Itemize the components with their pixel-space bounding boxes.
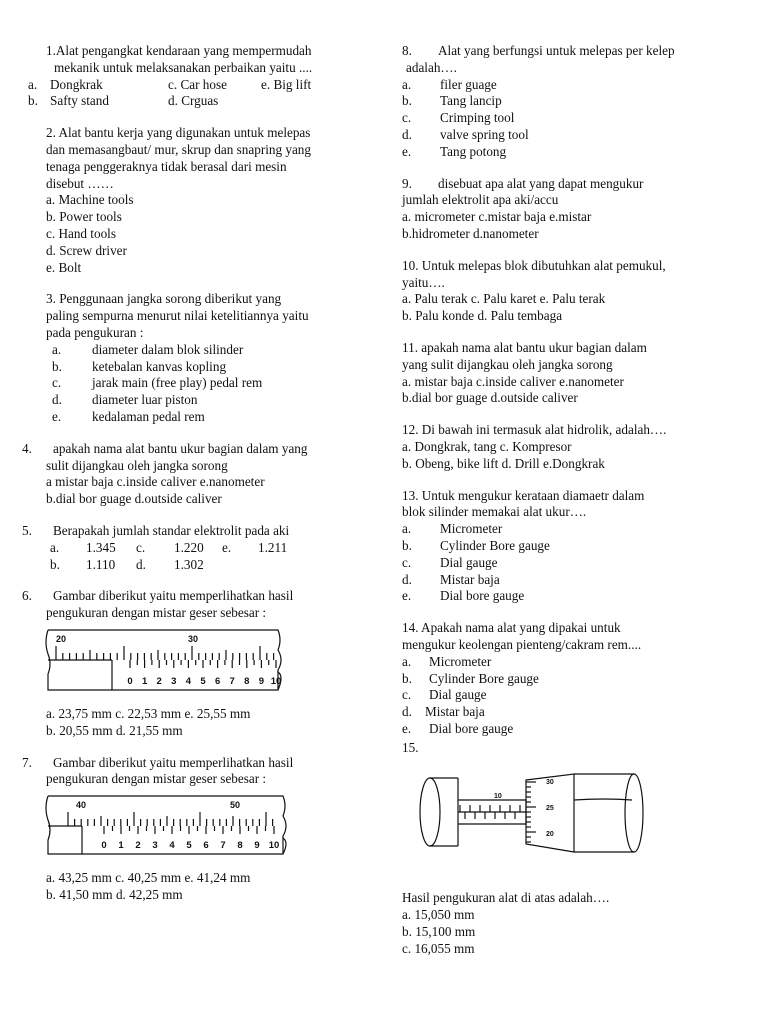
question-text: mengukur keolengan pienteng/cakram rem.... (402, 636, 642, 652)
options-row: a. Palu terak c. Palu karet e. Palu terak (402, 291, 606, 307)
option: c. Dial gauge (402, 687, 487, 703)
question-2 (28, 125, 373, 276)
question-text: 4. apakah nama alat bantu ukur bagian dalam yang (22, 440, 308, 456)
question-number: 9. (402, 175, 412, 191)
main-scale-label: 30 (188, 633, 199, 644)
option-text: c. Car hose (168, 76, 227, 92)
question-1 (28, 43, 373, 110)
vernier-label: 9 (258, 675, 265, 687)
options-row: b.hidrometer d.nanometer (402, 225, 539, 241)
question-text: 7. Gambar diberikut yaitu memperlihatkan hasil (22, 754, 294, 770)
main-scale-label: 20 (56, 633, 67, 644)
vernier-label: 1 (141, 675, 148, 687)
option: d. valve spring tool (402, 126, 529, 142)
question-5 (22, 523, 373, 573)
options-row: a. micrometer c.mistar baja e.mistar (402, 209, 592, 225)
main-scale-lower (48, 674, 112, 690)
question-text: pada pengukuran : (46, 324, 144, 340)
vernier-label: 9 (254, 840, 260, 852)
option-key: a. (28, 76, 38, 92)
left-column (22, 43, 373, 919)
sleeve-label: 10 (494, 793, 502, 801)
option: e. Dial bore gauge (402, 720, 514, 736)
question-text: 1.Alat pengangkat kendaraan yang mempermudah (46, 43, 312, 58)
question-3 (28, 291, 373, 425)
option: c. Crimping tool (402, 110, 515, 126)
question-number: 6. (22, 588, 32, 604)
vernier-label: 4 (185, 675, 192, 687)
question-text: yaitu…. (402, 274, 445, 290)
question-12 (402, 422, 752, 472)
option: a. diameter dalam blok silinder (52, 341, 244, 357)
question-14 (402, 620, 752, 738)
main-scale-left-edge (46, 796, 50, 840)
option: a. filer guage (402, 76, 497, 92)
vernier-label: 6 (203, 840, 209, 852)
question-10 (402, 258, 752, 325)
main-scale-label: 50 (230, 800, 241, 811)
options-row: a. 1.345 c. 1.220 e. 1.211 (50, 539, 288, 555)
option: c. Dial gauge (402, 554, 498, 570)
question-number: 4. (22, 440, 32, 456)
options-row (28, 93, 373, 110)
ratchet-end (625, 774, 643, 852)
option: a. Machine tools (46, 192, 134, 208)
option: b. Power tools (46, 209, 122, 225)
option: c. jarak main (free play) pedal rem (52, 375, 263, 391)
option: d. diameter luar piston (52, 392, 198, 408)
right-column (402, 43, 752, 973)
options-row: b. 1.110 d. 1.302 (50, 556, 204, 572)
question-text: 3. Penggunaan jangka sorong diberikut yang (46, 291, 282, 307)
option-text: e. Big lift (261, 76, 312, 92)
options-row: b. Obeng, bike lift d. Drill e.Dongkrak (402, 455, 605, 471)
question-11 (402, 340, 752, 407)
vernier-label: 8 (244, 675, 250, 687)
vernier-label: 10 (268, 840, 280, 852)
option: c. 16,055 mm (402, 940, 475, 956)
option: d. Mistar baja (402, 571, 500, 587)
vernier-label: 8 (237, 840, 243, 852)
option: d. Mistar baja (402, 704, 485, 720)
question-text: 8. Alat yang berfungsi untuk melepas per kelep (402, 43, 675, 58)
vernier-label: 10 (270, 675, 282, 687)
vernier-label: 7 (229, 675, 235, 687)
question-text: pengukuran dengan mistar geser sebesar : (46, 771, 267, 787)
vernier-label: 5 (186, 840, 192, 852)
question-text: dan memasangbaut/ mur, skrup dan snapring yang (46, 141, 311, 157)
question-text: sulit dijangkau oleh jangka sorong (46, 457, 228, 473)
question-text: 6. Gambar diberikut yaitu memperlihatkan hasil (22, 588, 294, 604)
option: a. 15,050 mm (402, 907, 475, 923)
question-15 (402, 740, 752, 958)
vernier-label: 5 (200, 675, 206, 687)
question-number: 8. (402, 43, 412, 58)
options-row: a mistar baja c.inside caliver e.nanometer (46, 474, 265, 490)
question-7 (22, 755, 373, 904)
option: e. kedalaman pedal rem (52, 408, 205, 424)
question-text: paling sempurna menurut nilai ketelitiannya yaitu (46, 308, 309, 324)
main-scale-right-edge (48, 630, 281, 672)
question-text: 2. Alat bantu kerja yang digunakan untuk melepas (46, 125, 311, 141)
vernier-label: 4 (169, 840, 175, 852)
vernier-label: 3 (152, 840, 158, 852)
vernier-label: 7 (220, 840, 226, 852)
option-key: b. (28, 93, 38, 109)
options-row: b. 20,55 mm d. 21,55 mm (46, 722, 183, 738)
vernier-label: 0 (101, 840, 107, 852)
vernier-label: 2 (135, 840, 141, 852)
anvil-end (420, 778, 440, 846)
question-text: pengukuran dengan mistar geser sebesar : (46, 605, 267, 621)
option: b. Cylinder Bore gauge (402, 670, 539, 686)
question-text: tenaga penggeraknya tidak berasal dari mesin (46, 158, 287, 174)
options-row: b. 41,50 mm d. 42,25 mm (46, 886, 183, 902)
main-scale-label: 40 (76, 800, 87, 811)
question-number: 7. (22, 754, 32, 770)
options-row: a. Dongkrak, tang c. Kompresor (402, 438, 572, 454)
vernier-label: 1 (118, 840, 124, 852)
micrometer-diagram (408, 770, 648, 866)
question-text: 11. apakah nama alat bantu ukur bagian dalam (402, 339, 647, 355)
vernier-label: 2 (156, 675, 162, 687)
thimble-label: 20 (546, 831, 554, 839)
option: e. Dial bore gauge (402, 588, 525, 604)
question-text: adalah…. (406, 59, 457, 75)
question-4 (22, 441, 373, 508)
options-row: a. 23,75 mm c. 22,53 mm e. 25,55 mm (46, 705, 251, 721)
option-text: Dongkrak (50, 76, 103, 92)
thimble-label: 30 (546, 779, 554, 787)
question-text: 10. Untuk melepas blok dibutuhkan alat pemukul, (402, 257, 666, 273)
option: b. ketebalan kanvas kopling (52, 358, 227, 374)
vernier-label: 0 (127, 675, 133, 687)
anvil-body (430, 778, 458, 846)
option-text: Safty stand (50, 93, 109, 109)
question-text: disebut …… (46, 175, 114, 191)
option: b. Tang lancip (402, 93, 502, 109)
option: e. Bolt (46, 259, 82, 275)
question-6 (22, 588, 373, 739)
option: c. Hand tools (46, 225, 116, 241)
options-row: b.dial bor guage d.outside caliver (46, 491, 222, 507)
vernier-caliper-figure (22, 624, 373, 700)
vernier-caliper-diagram (42, 624, 292, 696)
options-row: a. mistar baja c.inside caliver e.nanometer (402, 373, 624, 389)
question-text: mekanik untuk melaksanakan perbaikan yaitu .... (54, 59, 313, 75)
vernier-label: 3 (171, 675, 177, 687)
option: e. Tang potong (402, 143, 507, 159)
question-text: 5. Berapakah jumlah standar elektrolit pada aki (22, 522, 290, 538)
options-row: b.dial bor guage d.outside caliver (402, 390, 578, 406)
options-row (28, 77, 373, 94)
main-scale-left-edge (46, 630, 50, 674)
question-text: jumlah elektrolit apa aki/accu (402, 192, 559, 208)
question-text: 14. Apakah nama alat yang dipakai untuk (402, 620, 621, 636)
option: a. Micrometer (402, 653, 492, 669)
question-number: 15. (402, 739, 419, 755)
question-8 (402, 43, 752, 161)
vernier-label: 6 (214, 675, 221, 687)
question-9 (402, 176, 752, 243)
question-text: blok silinder memakai alat ukur…. (402, 504, 587, 520)
question-number: 5. (22, 522, 32, 538)
option: b. Cylinder Bore gauge (402, 537, 550, 553)
options-row: a. 43,25 mm c. 40,25 mm e. 41,24 mm (46, 870, 251, 886)
question-text: yang sulit dijangkau oleh jangka sorong (402, 356, 613, 372)
ratchet-band (574, 799, 632, 800)
option: a. Micrometer (402, 521, 503, 537)
vernier-caliper-diagram (42, 790, 297, 860)
micrometer-lines (420, 774, 643, 852)
options-row: b. Palu konde d. Palu tembaga (402, 308, 563, 324)
question-text: 9. disebuat apa alat yang dapat mengukur (402, 175, 644, 191)
micrometer-figure (408, 770, 752, 870)
question-text: 13. Untuk mengukur kerataan diamaetr dalam (402, 487, 645, 503)
question-text: 12. Di bawah ini termasuk alat hidrolik, adalah…. (402, 422, 667, 438)
option: b. 15,100 mm (402, 924, 476, 940)
vernier-caliper-figure (22, 790, 373, 864)
thimble-label: 25 (546, 805, 554, 813)
question-13 (402, 488, 752, 606)
question-text: Hasil pengukuran alat di atas adalah…. (402, 890, 610, 906)
option-text: d. Crguas (168, 93, 219, 109)
option: d. Screw driver (46, 242, 127, 258)
main-scale-lower (48, 840, 82, 854)
